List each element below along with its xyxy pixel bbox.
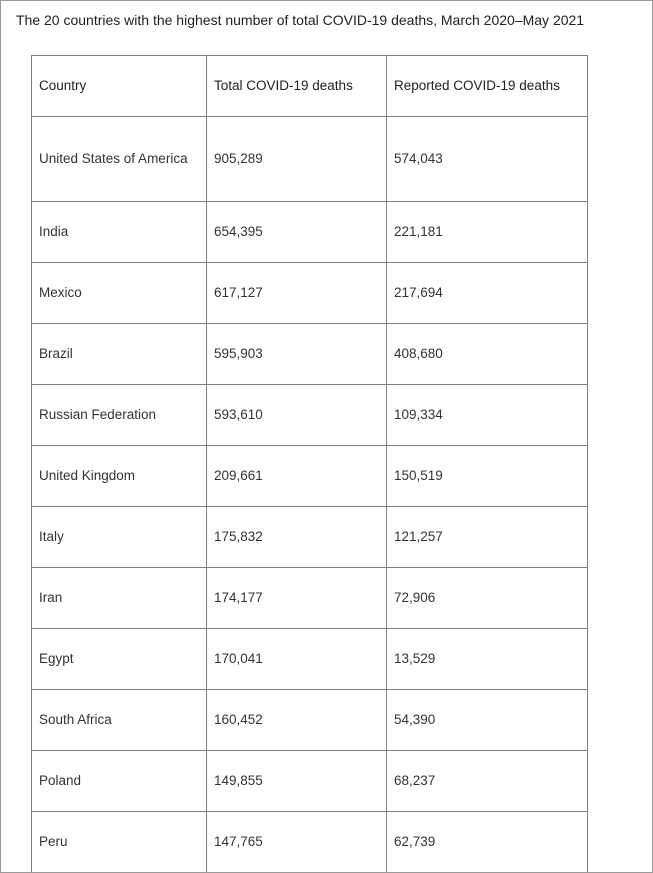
cell-total-deaths: 654,395 (207, 202, 387, 263)
cell-country: India (32, 202, 207, 263)
cell-country: Russian Federation (32, 385, 207, 446)
table-title: The 20 countries with the highest number of total COVID-19 deaths, March 2020–May 2021 (16, 12, 585, 28)
table-row (32, 263, 588, 324)
cell-reported-deaths: 150,519 (387, 446, 588, 507)
cell-reported-deaths: 68,237 (387, 751, 588, 812)
cell-reported-deaths: 221,181 (387, 202, 588, 263)
cell-total-deaths: 149,855 (207, 751, 387, 812)
header-total-deaths: Total COVID-19 deaths (207, 56, 387, 117)
cell-total-deaths: 147,765 (207, 812, 387, 873)
table-row (32, 202, 588, 263)
table-row (32, 751, 588, 812)
table-row (32, 507, 588, 568)
cell-reported-deaths: 109,334 (387, 385, 588, 446)
cell-country: Iran (32, 568, 207, 629)
cell-reported-deaths: 72,906 (387, 568, 588, 629)
cell-total-deaths: 905,289 (207, 117, 387, 202)
cell-reported-deaths: 408,680 (387, 324, 588, 385)
table-row (32, 324, 588, 385)
cell-country: South Africa (32, 690, 207, 751)
table-row (32, 690, 588, 751)
cell-total-deaths: 593,610 (207, 385, 387, 446)
cell-country: United States of America (32, 117, 207, 202)
cell-reported-deaths: 217,694 (387, 263, 588, 324)
table-row (32, 385, 588, 446)
cell-country: Italy (32, 507, 207, 568)
cell-country: Egypt (32, 629, 207, 690)
cell-total-deaths: 175,832 (207, 507, 387, 568)
cell-reported-deaths: 574,043 (387, 117, 588, 202)
covid-deaths-table (31, 55, 588, 873)
table-row (32, 629, 588, 690)
table-row (32, 117, 588, 202)
header-country: Country (32, 56, 207, 117)
cell-total-deaths: 170,041 (207, 629, 387, 690)
cell-reported-deaths: 62,739 (387, 812, 588, 873)
cell-country: Brazil (32, 324, 207, 385)
table-row (32, 812, 588, 873)
cell-total-deaths: 160,452 (207, 690, 387, 751)
cell-country: United Kingdom (32, 446, 207, 507)
cell-total-deaths: 617,127 (207, 263, 387, 324)
cell-total-deaths: 209,661 (207, 446, 387, 507)
cell-country: Peru (32, 812, 207, 873)
cell-reported-deaths: 13,529 (387, 629, 588, 690)
cell-country: Mexico (32, 263, 207, 324)
header-reported-deaths: Reported COVID-19 deaths (387, 56, 588, 117)
cell-reported-deaths: 54,390 (387, 690, 588, 751)
cell-reported-deaths: 121,257 (387, 507, 588, 568)
cell-country: Poland (32, 751, 207, 812)
cell-total-deaths: 595,903 (207, 324, 387, 385)
table-row (32, 446, 588, 507)
table-header-row (32, 56, 588, 117)
table-row (32, 568, 588, 629)
cell-total-deaths: 174,177 (207, 568, 387, 629)
